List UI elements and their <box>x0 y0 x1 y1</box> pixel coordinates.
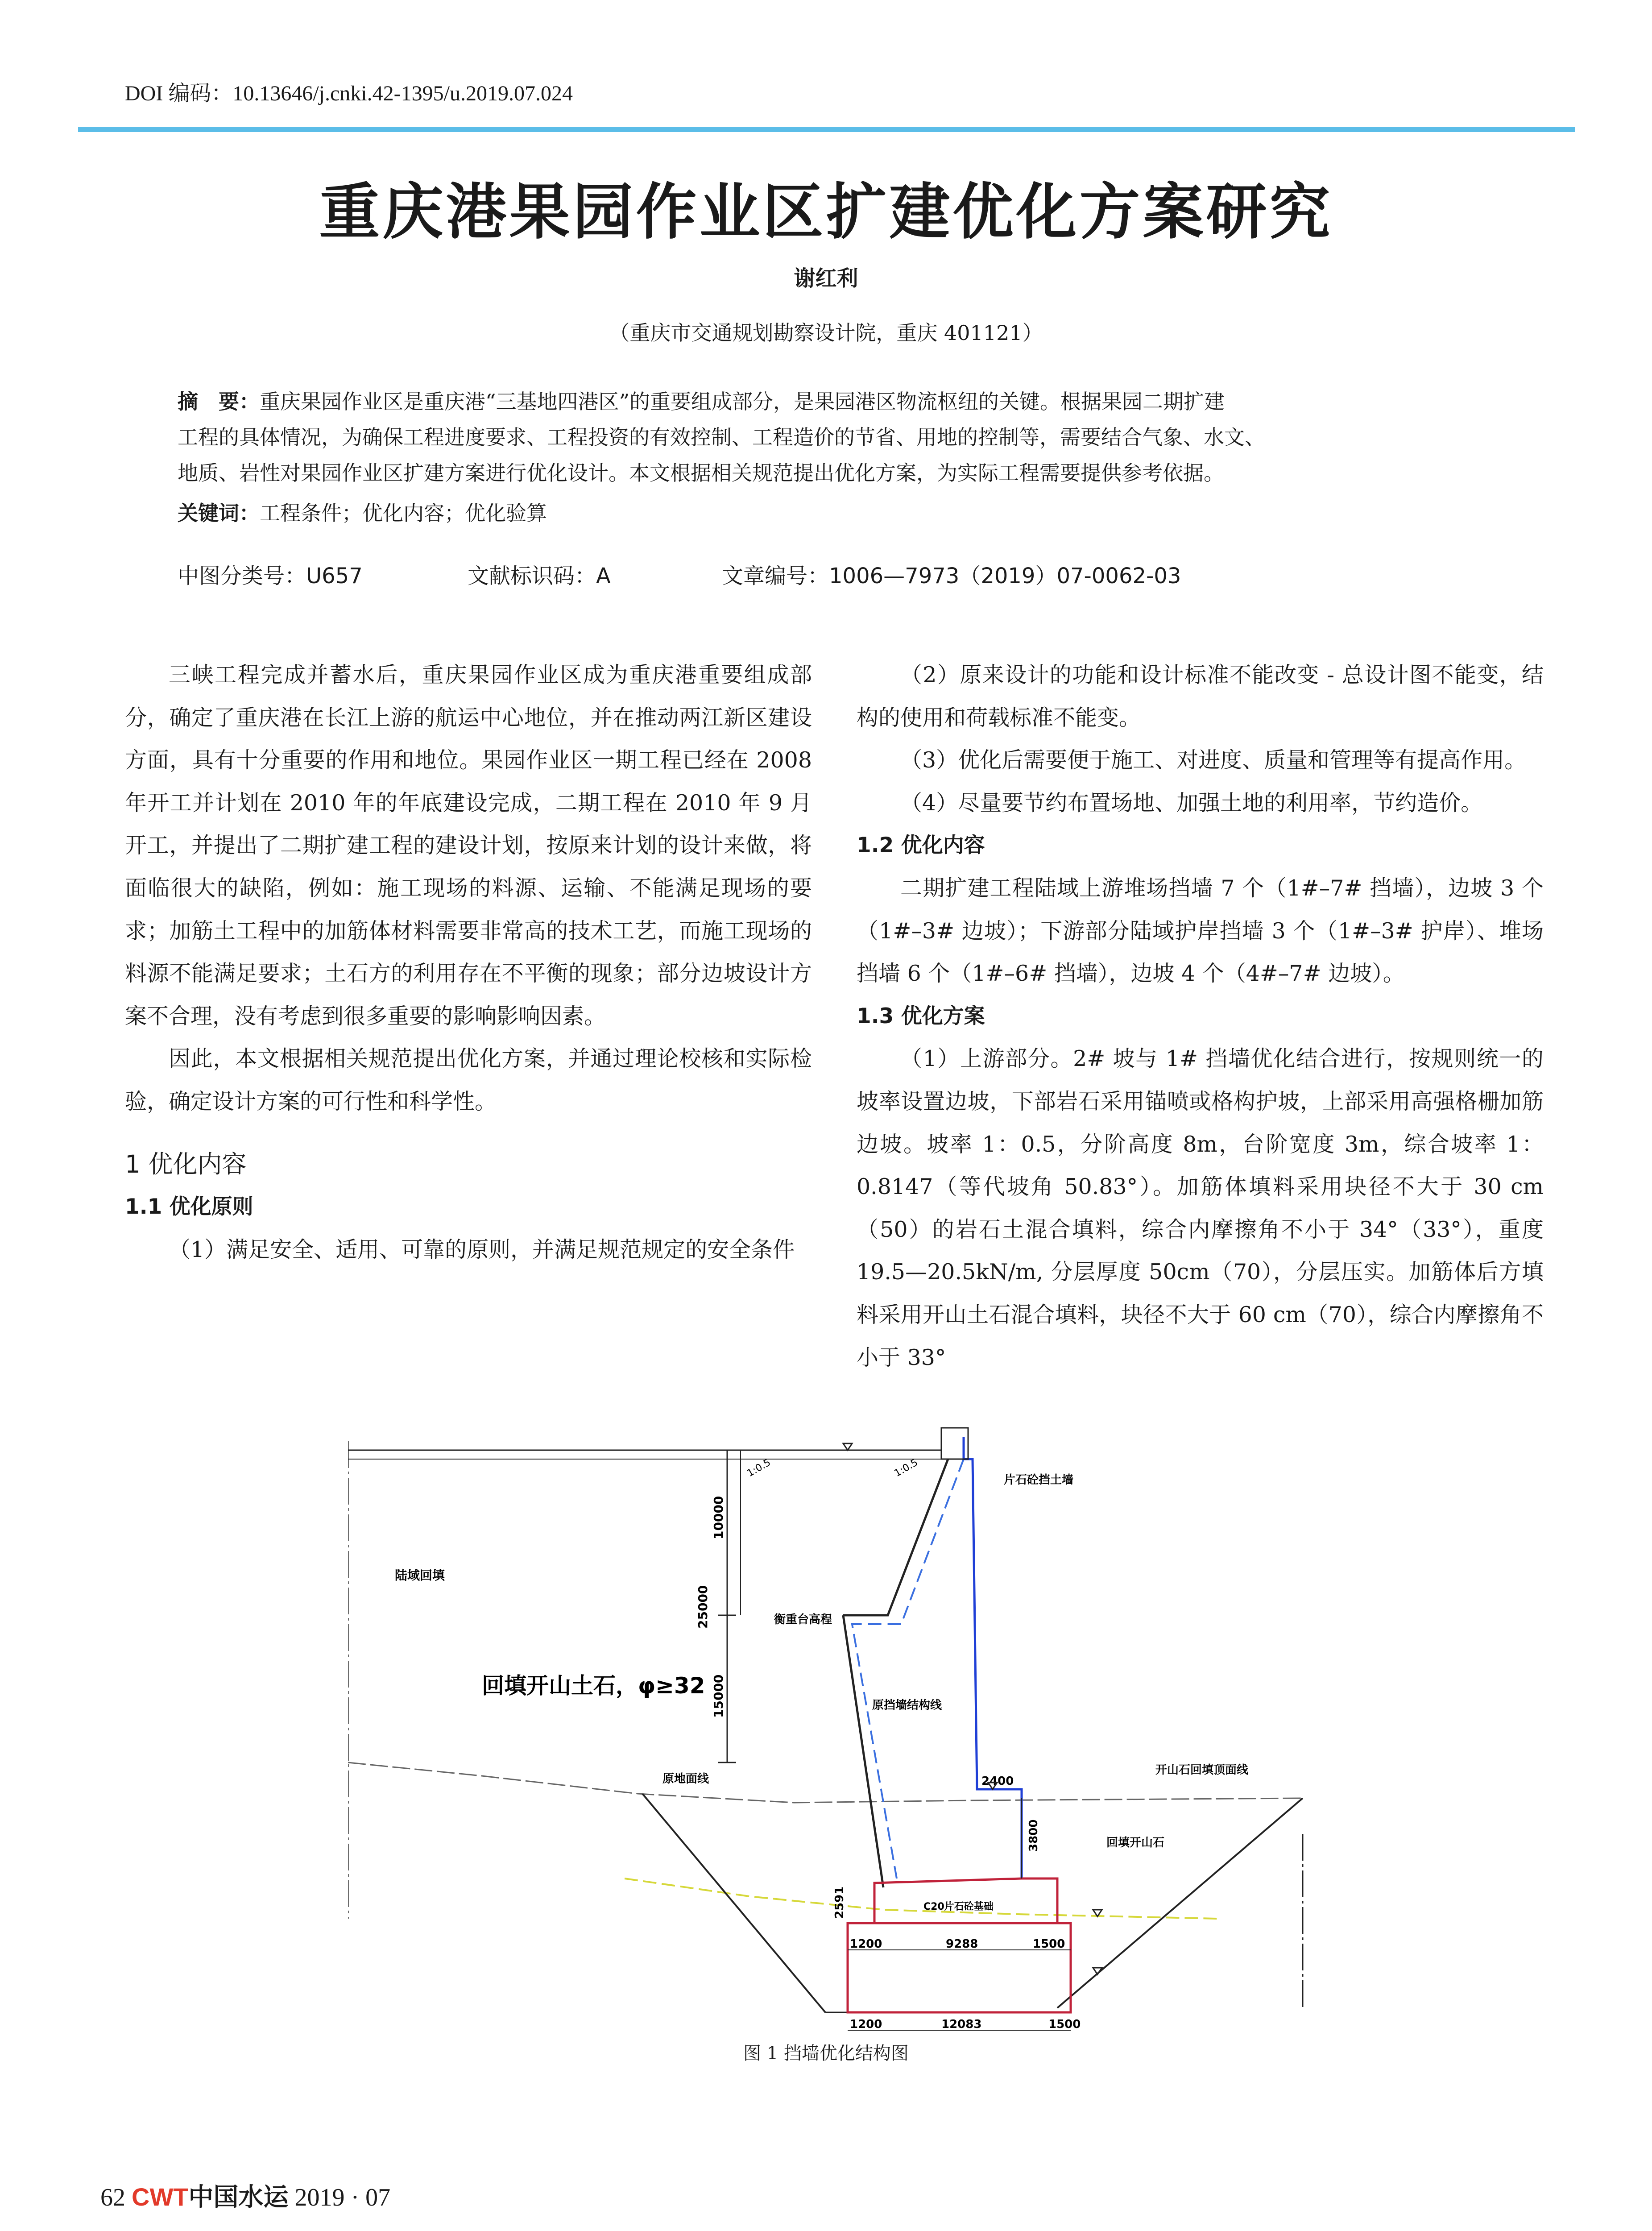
dim-3800: 3800 <box>1027 1819 1040 1852</box>
article-author: 谢红利 <box>794 266 858 291</box>
doi-line: DOI 编码：10.13646/j.cnki.42-1395/u.2019.07.024 <box>125 82 573 105</box>
dim-9288: 9288 <box>946 1937 978 1951</box>
paragraph: 三峡工程完成并蓄水后，重庆果园作业区成为重庆港重要组成部分，确定了重庆港在长江上游的航运中心地位，并在推动两江新区建设方面，具有十分重要的作用和地位。果园作业区一期工程已经在 2008 年开工并计划在 2010 年的年底建设完成，二期工程在 2010 年 9 月开工，并提出了二期扩建工程的建设计划，按原来计划的设计来做，将面临很大的缺陷，例如：施工现场的料源、运输、不能满足现场的要求；加筋土工程中的加筋体材料需要非常高的技术工艺，而施工现场的料源不能满足要求；土石方的利用存在不平衡的现象；部分边坡设计方案不合理，没有考虑到很多重要的影响影响因素。 <box>125 662 812 1029</box>
paragraph: （3）优化后需要便于施工、对进度、质量和管理等有提高作用。 <box>900 747 1527 773</box>
journal-name: 中国水运 <box>188 2182 289 2212</box>
dim-1200-bottom: 1200 <box>850 2018 882 2031</box>
paragraph: （2）原来设计的功能和设计标准不能改变 - 总设计图不能变，结构的使用和荷载标准不能变。 <box>857 662 1544 730</box>
section-heading: 1 优化内容 <box>125 1149 247 1178</box>
header-rule <box>78 127 1575 132</box>
cwt-logo: CWT <box>132 2183 189 2211</box>
subsection-heading: 1.3 优化方案 <box>857 1004 985 1028</box>
label-original-wall: 原挡墙结构线 <box>872 1699 942 1712</box>
dim-1200-top: 1200 <box>850 1937 882 1951</box>
abstract-label: 摘 要： <box>178 390 260 414</box>
subsection-heading: 1.2 优化内容 <box>857 833 985 858</box>
excavation-slope-left <box>642 1794 825 2012</box>
paragraph: （1）上游部分。2# 坡与 1# 挡墙优化结合进行，按规则统一的坡率设置边坡，下部岩石采用锚喷或格构护坡，上部采用高强格栅加筋边坡。坡率 1：0.5，分阶高度 8m，台阶宽度 3m，综合坡率 1：0.8147（等代坡角 50.83°）。加筋体填料采用块径不大于 30 cm（50）的岩石土混合填料，综合内摩擦角不小于 34°（33°），重度 19.5—20.5kN/m, 分层厚度 50cm（70），分层压实。加筋体后方填料采用开山土石混合填料，块径不大于 60 cm（70），综合内摩擦角不小于 33° <box>857 1046 1544 1370</box>
page-number: 62 <box>100 2184 125 2211</box>
water-level-icon <box>843 1443 852 1450</box>
slope-ratio-label: 1:0.5 <box>892 1457 920 1480</box>
keywords-line <box>178 495 547 531</box>
clc-code: 中图分类号：U657 <box>178 564 363 589</box>
dim-12083: 12083 <box>941 2018 982 2031</box>
dim-1500-bottom: 1500 <box>1048 2018 1081 2031</box>
slope-ratio-label: 1:0.5 <box>745 1457 773 1480</box>
label-original-ground: 原地面线 <box>662 1772 709 1786</box>
dim-2400: 2400 <box>981 1775 1014 1788</box>
dim-15000: 15000 <box>711 1674 726 1718</box>
paragraph: 二期扩建工程陆域上游堆场挡墙 7 个（1#–7# 挡墙），边坡 3 个（1#–3# 边坡）；下游部分陆域护岸挡墙 3 个（1#–3# 护岸）、堆场挡墙 6 个（1#–6# 挡墙），边坡 4 个（4#–7# 边坡）。 <box>857 875 1544 987</box>
dim-10000: 10000 <box>711 1496 726 1539</box>
page-footer <box>100 2177 390 2213</box>
left-column <box>125 654 812 1271</box>
label-foundation: C20片石砼基础 <box>923 1901 994 1912</box>
foundation-upper <box>874 1879 1057 1923</box>
dim-25000: 25000 <box>696 1585 710 1629</box>
article-title: 重庆港果园作业区扩建优化方案研究 <box>319 176 1333 248</box>
abstract-line-3: 地质、岩性对果园作业区扩建方案进行优化设计。本文根据相关规范提出优化方案，为实际工程需要提供参考依据。 <box>178 461 1224 485</box>
label-land-fill: 陆域回填 <box>395 1568 445 1583</box>
label-stone-wall: 片石砼挡土墙 <box>1004 1473 1074 1487</box>
yellow-dash-line <box>625 1879 1218 1919</box>
keywords-text: 工程条件；优化内容；优化验算 <box>260 501 547 525</box>
abstract-text-1: 重庆果园作业区是重庆港“三基地四港区”的重要组成部分，是果园港区物流枢纽的关键。根据果园二期扩建 <box>260 390 1225 414</box>
paragraph: （4）尽量要节约布置场地、加强土地的利用率，节约造价。 <box>900 790 1483 816</box>
dim-1500-top: 1500 <box>1033 1937 1065 1951</box>
lower-slope-face <box>843 1615 883 1887</box>
original-wall-line <box>852 1459 964 1879</box>
keywords-label: 关键词： <box>178 501 260 525</box>
figure-caption: 图 1 挡墙优化结构图 <box>743 2043 909 2064</box>
article-number: 文章编号：1006—7973（2019）07-0062-03 <box>722 564 1181 589</box>
retaining-wall-diagram <box>348 1414 1312 2048</box>
label-backfill-small: 回填开山石 <box>1106 1836 1165 1849</box>
doc-code: 文献标识码：A <box>468 564 611 589</box>
stone-retaining-wall <box>964 1437 1022 1879</box>
label-backfill-main: 回填开山土石，φ≥32 <box>482 1673 705 1699</box>
journal-issue: 2019 · 07 <box>294 2184 391 2211</box>
label-backfill-top: 开山石回填顶面线 <box>1155 1763 1249 1777</box>
article-affiliation: （重庆市交通规划勘察设计院，重庆 401121） <box>609 321 1043 345</box>
foundation-lower <box>848 1923 1071 2012</box>
excavation-slope-right <box>1057 1798 1303 2008</box>
abstract-line-1 <box>178 384 1225 419</box>
right-column <box>857 654 1544 1379</box>
abstract-line-2: 工程的具体情况，为确保工程进度要求、工程投资的有效控制、工程造价的节省、用地的控制等，需要结合气象、水文、 <box>178 425 1265 449</box>
paragraph: 因此，本文根据相关规范提出优化方案，并通过理论校核和实际检验，确定设计方案的可行性和科学性。 <box>125 1046 812 1114</box>
label-platform: 衡重台高程 <box>774 1613 832 1626</box>
dim-2591: 2591 <box>833 1886 846 1919</box>
subsection-heading: 1.1 优化原则 <box>125 1194 253 1219</box>
paragraph: （1）满足安全、适用、可靠的原则，并满足规范规定的安全条件 <box>169 1236 795 1262</box>
upper-slope-face <box>843 1459 948 1615</box>
